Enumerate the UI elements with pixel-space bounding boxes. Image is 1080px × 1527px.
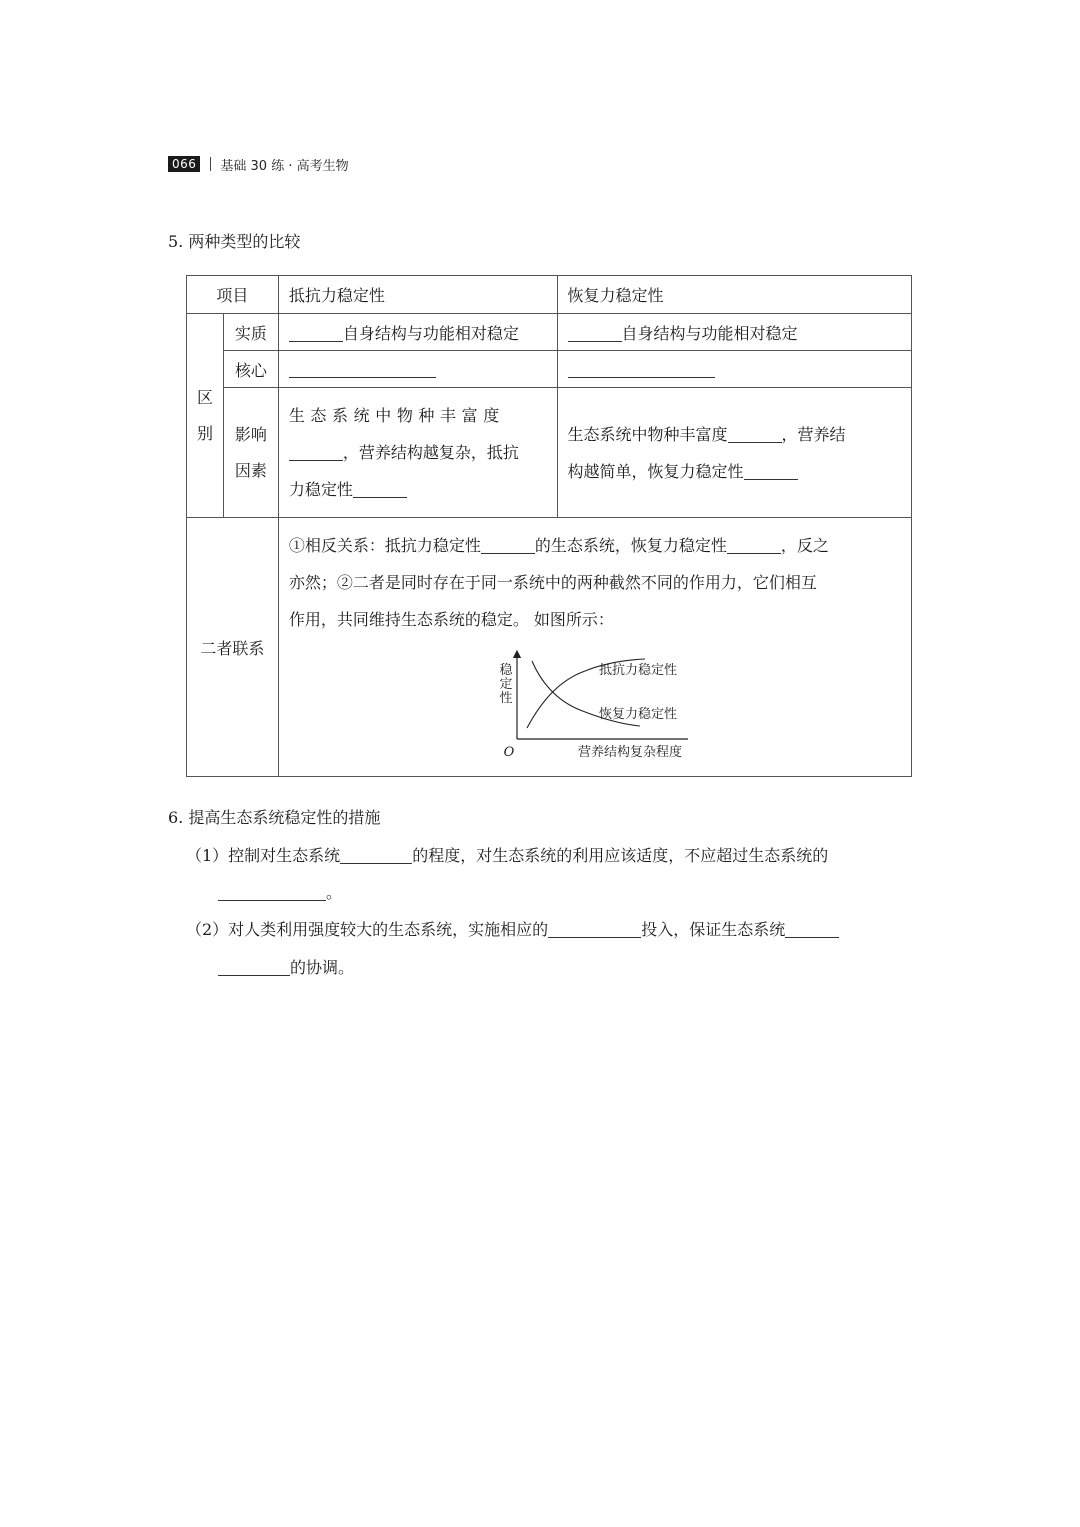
row-essence (187, 314, 912, 351)
measure-2-line-1 (186, 917, 839, 940)
row-core (187, 351, 912, 388)
comparison-table (186, 275, 912, 777)
answer-blank[interactable] (289, 361, 436, 378)
y-axis-label-char-1: 稳 (499, 663, 513, 678)
measure-1-text-a: （1）控制对生态系统 (186, 846, 341, 865)
answer-blank[interactable] (289, 444, 343, 461)
answer-blank[interactable] (353, 481, 407, 498)
answer-blank[interactable] (785, 921, 839, 938)
group-label-char-2: 别 (196, 423, 213, 443)
relation-label: 二者联系 (187, 518, 279, 777)
answer-blank[interactable] (481, 537, 535, 554)
factor-resistance-line-3-wrap (289, 471, 547, 508)
header-resistance-cell: 抵抗力稳定性 (278, 276, 557, 314)
measure-2-text-b: 投入，保证生态系统 (641, 920, 786, 939)
table-header-row (187, 276, 912, 314)
relation-cell (278, 518, 911, 777)
relation-line-1c: ，反之 (780, 536, 829, 555)
measure-1-line-2 (218, 880, 342, 903)
measure-2-line-2 (218, 955, 354, 978)
header-item-cell: 项目 (187, 276, 279, 314)
factor-recovery-line-1b: ，营养结 (781, 424, 846, 444)
measure-1-text-b: 的程度，对生态系统的利用应该适度，不应超过生态系统的 (412, 846, 829, 865)
factor-recovery-line-1-wrap (568, 416, 901, 453)
answer-blank[interactable] (568, 361, 715, 378)
measure-2-text-a: （2）对人类利用强度较大的生态系统，实施相应的 (186, 920, 549, 939)
answer-blank[interactable] (218, 959, 290, 976)
relation-line-3: 作用，共同维持生态系统的稳定。 如图所示： (288, 610, 614, 629)
header-recovery-cell: 恢复力稳定性 (557, 276, 911, 314)
answer-blank[interactable] (289, 325, 343, 342)
factor-resistance-line-1: 生态系统中物种丰富度 (288, 406, 505, 425)
answer-blank[interactable] (744, 463, 798, 480)
factor-recovery-line-2: 构越简单，恢复力稳定性 (567, 461, 744, 481)
answer-blank[interactable] (727, 537, 781, 554)
relation-line-2: 亦然；②二者是同时存在于同一系统中的两种截然不同的作用力，它们相互 (288, 573, 817, 592)
answer-blank[interactable] (340, 847, 412, 864)
core-recovery-cell (557, 351, 911, 388)
origin-label: O (503, 745, 515, 760)
measure-1-line-1 (186, 843, 828, 866)
row-relation (187, 518, 912, 777)
page-header (168, 155, 349, 173)
factor-resistance-cell (278, 388, 557, 518)
essence-recovery-text: 自身结构与功能相对稳定 (621, 323, 798, 343)
essence-resistance-text: 自身结构与功能相对稳定 (342, 323, 519, 343)
x-axis-label: 营养结构复杂程度 (577, 745, 682, 760)
answer-blank[interactable] (728, 426, 782, 443)
stability-graph-wrap (289, 648, 901, 760)
relation-line-1 (289, 527, 901, 564)
page-number: 066 (168, 156, 200, 172)
essence-resistance-cell (278, 314, 557, 351)
row-factor (187, 388, 912, 518)
header-divider (210, 157, 211, 171)
y-axis-label-char-2: 定 (499, 677, 513, 692)
factor-recovery-line-2-wrap (568, 453, 901, 490)
essence-recovery-cell (557, 314, 911, 351)
essence-label: 实质 (223, 314, 278, 351)
factor-resistance-line-2: ，营养结构越复杂，抵抗 (342, 443, 519, 462)
y-axis-label-char-3: 性 (499, 691, 513, 706)
answer-blank[interactable] (548, 921, 641, 938)
factor-label-line-1: 影响 (234, 424, 267, 444)
measure-2-end: 的协调。 (290, 958, 355, 977)
relation-line-1a: ①相反关系：抵抗力稳定性 (288, 536, 481, 555)
section-5-title: 5. 两种类型的比较 (168, 232, 301, 251)
book-title: 基础 30 练 · 高考生物 (220, 158, 349, 174)
stability-graph (480, 648, 710, 760)
section-6-title: 6. 提高生态系统稳定性的措施 (168, 808, 381, 827)
group-label-difference (187, 314, 224, 518)
relation-line-1b: 的生态系统，恢复力稳定性 (534, 536, 727, 555)
core-resistance-cell (278, 351, 557, 388)
group-label-char-1: 区 (196, 387, 213, 407)
factor-resistance-line-3: 力稳定性 (288, 480, 353, 499)
answer-blank[interactable] (568, 325, 622, 342)
factor-label-line-2: 因素 (234, 460, 267, 480)
resistance-curve-label: 抵抗力稳定性 (598, 663, 677, 678)
factor-resistance-line-2-wrap (289, 434, 547, 471)
factor-recovery-cell (557, 388, 911, 518)
factor-label (223, 388, 278, 518)
recovery-curve-label: 恢复力稳定性 (598, 707, 677, 722)
measure-1-end: 。 (326, 883, 343, 902)
factor-recovery-line-1a: 生态系统中物种丰富度 (567, 424, 728, 444)
answer-blank[interactable] (218, 884, 326, 901)
core-label: 核心 (223, 351, 278, 388)
